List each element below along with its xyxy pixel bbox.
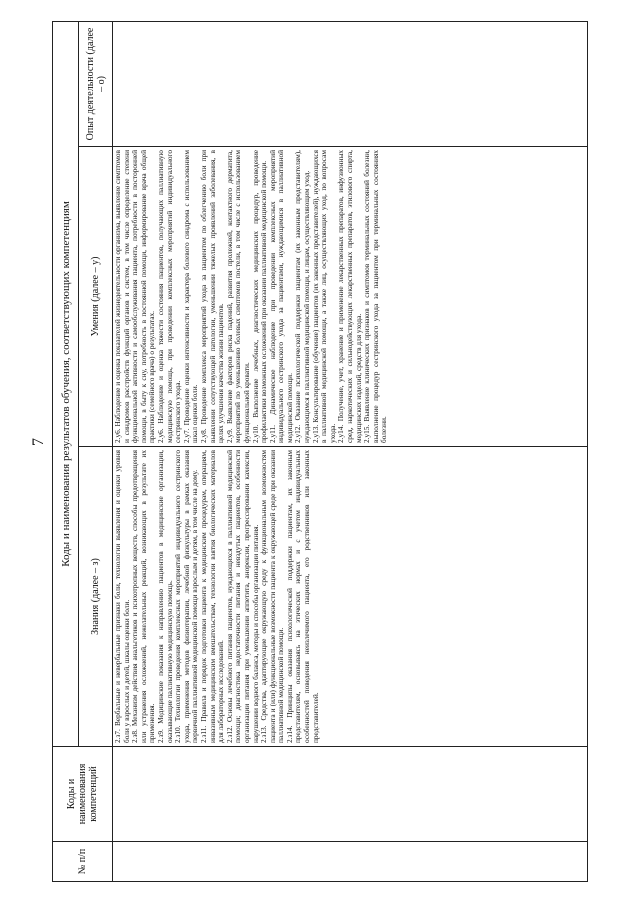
cell-codes — [113, 747, 588, 842]
header-skills: Умения (далее – у) — [79, 147, 113, 447]
skill-item: 2.у9. Выявление факторов риска падений, развития пролежней, контактного дерматита, мероприятий по уменьшению болевых симптомов постели, в том числе с использованием функциональной кровати. — [224, 150, 251, 443]
knowledge-item: 2.з9. Медицинские показания к направлению пациентов в медицинские организации, оказывающие паллиативную медицинскую помощь. — [155, 450, 174, 743]
experience-cell — [113, 22, 588, 147]
skill-item: 2.у10. Выполнение лечебных, диагностических медицинских процедур, проведение профилактики возможных осложнений при оказании паллиативной медицинской помощи. — [250, 150, 269, 443]
knowledge-item: 2.з11. Правила и порядок подготовки пациента к медицинским процедурам, операциям, инвазивным медицинским вмешательствам, технологии взятия биологических материалов для лабораторных исследований. — [198, 450, 226, 743]
table-caption: Коды и наименования результатов обучения, соответствующих компетенциям — [53, 22, 79, 747]
competency-table — [52, 21, 588, 882]
cell-num — [113, 842, 588, 882]
page-number: 7 — [30, 438, 47, 446]
table-row — [113, 22, 588, 882]
knowledge-item: 2.з13. Средства, адаптирующие окружающую среду к функциональным возможностям пациента и (или) функциональные возможности пациента к окружающей среде при оказании паллиативной медицинской помощи. — [259, 450, 286, 743]
header-num: № п/п — [53, 842, 113, 882]
skill-item: 2.у6. Наблюдение и оценка показателей жизнедеятельности организма, выявление симптомов и синдромов расстройств функций органов и систем, в том числе определение степени функциональной активности и самообслуживания пациента, потребности в посторонней помощи, в быту к сну, потребность в постоянной помощи, информирование врача общей практики (семейного врача) о результатах. — [113, 150, 157, 443]
knowledge-cell — [113, 447, 588, 747]
skill-item: 2.у7. Проведение оценки интенсивности и характера болевого синдрома с использованием шкал оценки боли. — [181, 150, 200, 443]
knowledge-item: 2.з8. Механизм действия анальгетиков и психотропных веществ, способы предотвращения или устранения осложнений, нежелательных реакций, возникающих в результате их применения. — [130, 450, 157, 743]
skill-item: 2.у8. Проведение комплекса мероприятий ухода за пациентом по облегчению боли при выявлении сопутствующей патологии, уменьшении тяжелых проявлений заболевания, в целях улучшения качества жизни пациентов. — [198, 150, 226, 443]
skill-item: 2.у14. Получение, учет, хранение и применение лекарственных препаратов, инфузионных сред, наркотических и сильнодействующих лекарственных препаратов, этилового спирта, медицинских изделий, средств для ухода. — [336, 150, 363, 443]
header-experience: Опыт деятельности (далее – о) — [79, 22, 113, 147]
table-header-row — [53, 22, 79, 882]
skills-cell — [113, 147, 588, 447]
skill-item: 2.у12. Оказание психологической поддержки пациентам (их законным представителям), нуждающимся в паллиативной медицинской помощи, и лицам, осуществляющим уход. — [293, 150, 312, 443]
header-codes: Коды и наименования компетенций — [53, 747, 113, 842]
competency-table-sheet — [52, 22, 588, 882]
header-knowledge: Знания (далее – з) — [79, 447, 113, 747]
knowledge-item: 2.з12. Основы лечебного питания пациентов, нуждающихся в паллиативной медицинской помощи; диагностика недостаточности питания и невздутых пациентов, особенности организации питания при уменьшении аппетита, анорексии, прогрессировании кахексии, нарушении водного баланса, методы и способы организации питания. — [224, 450, 260, 743]
skill-item: 2.у11. Динамическое наблюдение при проведении комплексных мероприятий индивидуального сестринского ухода за пациентами, нуждающимися в паллиативной медицинской помощи. — [267, 150, 294, 443]
skill-item: 2.у15. Выявление клинических признаков и симптомов терминальных состояний болезни, выполнение процедур сестринского ухода за пациентом при терминальных состояниях болезни. — [362, 150, 389, 443]
knowledge-item: 2.з7. Вербальные и невербальные признаки боли, технологии выявления и оценки уровня боли у взрослых и детей, шкалы оценки боли. — [113, 450, 131, 743]
knowledge-item: 2.з10. Технологии проведения комплексных мероприятий индивидуального сестринского ухода, применения методов физиотерапии, лечебной физкультуры в рамках оказания первичной паллиативной медицинской помощи взрослым и детям, в том числе на дому. — [173, 450, 200, 743]
knowledge-item: 2.з14. Принципы оказания психологической поддержки пациентам, их законным представителям, основываясь на этических нормах и с учетом индивидуальных особенностей поведения неизлечимого пациента, его родственников или законных представителей. — [284, 450, 320, 743]
skill-item: 2.у13. Консультирование (обучение) пациентов (их законных представителей), нуждающихся в паллиативной медицинской помощи, а также лиц, осуществляющих уход, по вопросам ухода. — [310, 150, 337, 443]
skill-item: 2.у6. Наблюдение и оценка тяжести состояния пациентов, получающих паллиативную медицинскую помощь, при проведении комплексных мероприятий индивидуального сестринского ухода. — [155, 150, 183, 443]
